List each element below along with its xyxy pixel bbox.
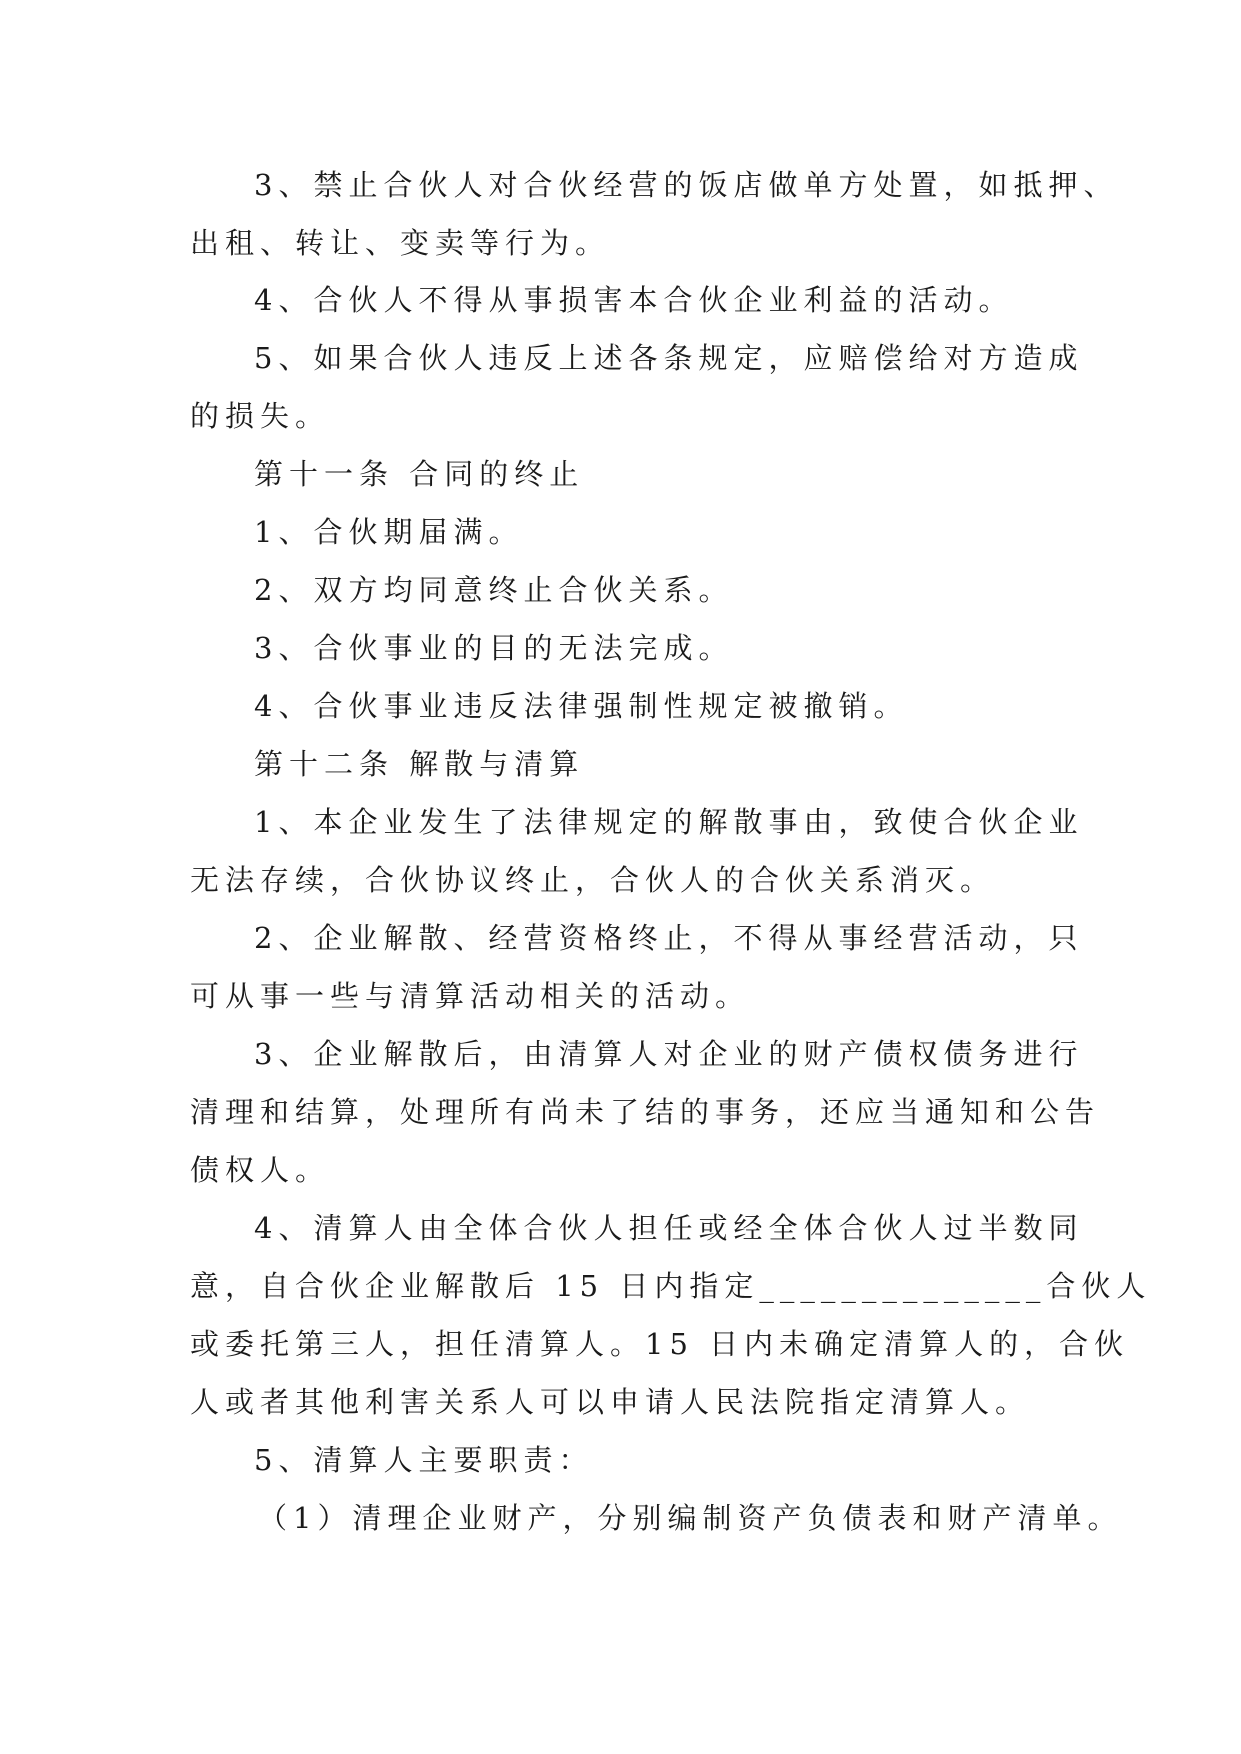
paragraph-line: 1、合伙期届满。: [254, 515, 524, 549]
paragraph-line: 或委托第三人，担任清算人。15 日内未确定清算人的，合伙: [190, 1327, 1130, 1361]
section-heading: 第十一条 合同的终止: [254, 457, 585, 491]
paragraph-line: 人或者其他利害关系人可以申请人民法院指定清算人。: [190, 1385, 1031, 1419]
paragraph-line: 4、清算人由全体合伙人担任或经全体合伙人过半数同: [254, 1211, 1084, 1245]
paragraph-line: 3、禁止合伙人对合伙经营的饭店做单方处置，如抵押、: [254, 168, 1119, 202]
paragraph-line: 3、企业解散后，由清算人对企业的财产债权债务进行: [254, 1037, 1084, 1071]
paragraph-line: 3、合伙事业的目的无法完成。: [254, 631, 734, 665]
paragraph-line: 1、本企业发生了法律规定的解散事由，致使合伙企业: [254, 805, 1084, 839]
paragraph-line: 2、双方均同意终止合伙关系。: [254, 573, 734, 607]
paragraph-line: 5、如果合伙人违反上述各条规定，应赔偿给对方造成: [254, 341, 1084, 375]
paragraph-line: 2、企业解散、经营资格终止，不得从事经营活动，只: [254, 921, 1084, 955]
paragraph-line: 无法存续，合伙协议终止，合伙人的合伙关系消灭。: [190, 863, 996, 897]
paragraph-line: 意，自合伙企业解散后 15 日内指定______________合伙人: [190, 1269, 1152, 1303]
paragraph-line: 的损失。: [190, 399, 331, 433]
paragraph-line: 清理和结算，处理所有尚未了结的事务，还应当通知和公告: [190, 1095, 1101, 1129]
section-heading: 第十二条 解散与清算: [254, 747, 585, 781]
paragraph-line: 4、合伙事业违反法律强制性规定被撤销。: [254, 689, 909, 723]
paragraph-line: 可从事一些与清算活动相关的活动。: [190, 979, 751, 1013]
paragraph-line: 5、清算人主要职责：: [254, 1443, 594, 1477]
paragraph-line: 债权人。: [190, 1153, 331, 1187]
paragraph-line: （1）清理企业财产，分别编制资产负债表和财产清单。: [258, 1501, 1123, 1535]
paragraph-line: 4、合伙人不得从事损害本合伙企业利益的活动。: [254, 283, 1014, 317]
paragraph-line: 出租、转让、变卖等行为。: [190, 226, 611, 260]
